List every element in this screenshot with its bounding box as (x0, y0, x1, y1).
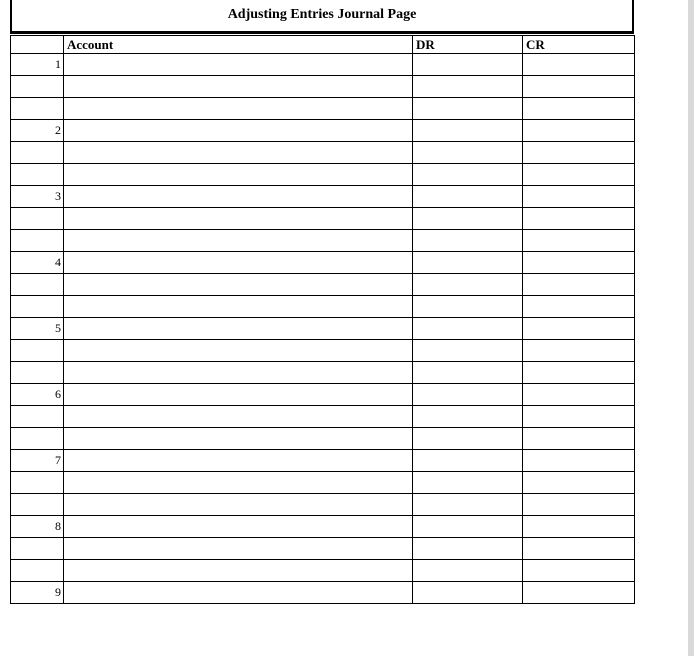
account-cell[interactable] (64, 384, 413, 406)
cr-cell[interactable] (523, 384, 635, 406)
cr-cell[interactable] (523, 252, 635, 274)
cr-cell[interactable] (523, 560, 635, 582)
account-cell[interactable] (64, 54, 413, 76)
cr-cell[interactable] (523, 98, 635, 120)
dr-cell[interactable] (413, 230, 523, 252)
table-row (11, 142, 635, 164)
table-row (11, 164, 635, 186)
account-cell[interactable] (64, 582, 413, 604)
cr-cell[interactable] (523, 54, 635, 76)
entry-number-cell: 6 (11, 384, 64, 406)
account-cell[interactable] (64, 208, 413, 230)
table-row (11, 406, 635, 428)
account-cell[interactable] (64, 362, 413, 384)
entry-number-cell: 4 (11, 252, 64, 274)
cr-cell[interactable] (523, 164, 635, 186)
table-row (11, 494, 635, 516)
entry-number-cell (11, 472, 64, 494)
dr-cell[interactable] (413, 384, 523, 406)
entry-number-cell (11, 98, 64, 120)
journal-table (10, 35, 635, 604)
table-row (11, 450, 635, 472)
cr-cell[interactable] (523, 538, 635, 560)
account-cell[interactable] (64, 98, 413, 120)
entry-number-cell (11, 76, 64, 98)
entry-number-cell: 8 (11, 516, 64, 538)
account-cell[interactable] (64, 406, 413, 428)
account-cell[interactable] (64, 538, 413, 560)
table-row (11, 54, 635, 76)
table-row (11, 98, 635, 120)
dr-cell[interactable] (413, 252, 523, 274)
dr-cell[interactable] (413, 538, 523, 560)
account-cell[interactable] (64, 296, 413, 318)
entry-number-cell (11, 406, 64, 428)
entry-number-cell: 1 (11, 54, 64, 76)
table-row (11, 384, 635, 406)
account-cell[interactable] (64, 494, 413, 516)
dr-cell[interactable] (413, 406, 523, 428)
entry-number-cell (11, 296, 64, 318)
title-box (10, 0, 634, 34)
cr-cell[interactable] (523, 516, 635, 538)
account-cell[interactable] (64, 516, 413, 538)
table-row (11, 120, 635, 142)
dr-cell[interactable] (413, 450, 523, 472)
entry-number-cell (11, 230, 64, 252)
dr-cell[interactable] (413, 494, 523, 516)
cr-cell[interactable] (523, 142, 635, 164)
entry-number-cell (11, 274, 64, 296)
cr-cell[interactable] (523, 318, 635, 340)
account-column-header: Account (64, 36, 413, 54)
table-row (11, 340, 635, 362)
cr-cell[interactable] (523, 186, 635, 208)
cr-cell[interactable] (523, 120, 635, 142)
cr-cell[interactable] (523, 340, 635, 362)
table-row (11, 296, 635, 318)
table-row (11, 318, 635, 340)
cr-cell[interactable] (523, 274, 635, 296)
table-row (11, 516, 635, 538)
page-edge (688, 0, 694, 656)
table-row (11, 582, 635, 604)
cr-cell[interactable] (523, 296, 635, 318)
dr-cell[interactable] (413, 208, 523, 230)
account-cell[interactable] (64, 186, 413, 208)
dr-cell[interactable] (413, 428, 523, 450)
cr-cell[interactable] (523, 494, 635, 516)
table-row (11, 428, 635, 450)
dr-cell[interactable] (413, 472, 523, 494)
entry-number-cell (11, 142, 64, 164)
cr-cell[interactable] (523, 230, 635, 252)
entry-number-cell: 3 (11, 186, 64, 208)
dr-cell[interactable] (413, 582, 523, 604)
dr-cell[interactable] (413, 560, 523, 582)
cr-cell[interactable] (523, 76, 635, 98)
table-row (11, 538, 635, 560)
table-row (11, 186, 635, 208)
account-cell[interactable] (64, 340, 413, 362)
page-title: Adjusting Entries Journal Page (227, 7, 417, 22)
entry-number-cell: 5 (11, 318, 64, 340)
table-row (11, 252, 635, 274)
table-row (11, 76, 635, 98)
account-cell[interactable] (64, 142, 413, 164)
dr-cell[interactable] (413, 340, 523, 362)
table-row (11, 208, 635, 230)
account-cell[interactable] (64, 560, 413, 582)
account-cell[interactable] (64, 450, 413, 472)
account-cell[interactable] (64, 164, 413, 186)
entry-number-cell (11, 428, 64, 450)
entry-number-cell (11, 560, 64, 582)
table-row (11, 230, 635, 252)
entry-number-cell: 9 (11, 582, 64, 604)
dr-cell[interactable] (413, 362, 523, 384)
table-row (11, 274, 635, 296)
dr-cell[interactable] (413, 164, 523, 186)
dr-cell[interactable] (413, 120, 523, 142)
cr-cell[interactable] (523, 428, 635, 450)
account-cell[interactable] (64, 472, 413, 494)
account-cell[interactable] (64, 428, 413, 450)
account-cell[interactable] (64, 120, 413, 142)
header-row (11, 36, 635, 54)
cr-cell[interactable] (523, 362, 635, 384)
entry-number-cell (11, 164, 64, 186)
dr-cell[interactable] (413, 296, 523, 318)
account-cell[interactable] (64, 230, 413, 252)
cr-cell[interactable] (523, 582, 635, 604)
dr-cell[interactable] (413, 98, 523, 120)
account-cell[interactable] (64, 318, 413, 340)
table-row (11, 362, 635, 384)
entry-number-cell: 2 (11, 120, 64, 142)
dr-cell[interactable] (413, 142, 523, 164)
dr-cell[interactable] (413, 516, 523, 538)
cr-cell[interactable] (523, 450, 635, 472)
account-cell[interactable] (64, 252, 413, 274)
number-column-header (11, 36, 64, 54)
cr-cell[interactable] (523, 472, 635, 494)
dr-cell[interactable] (413, 76, 523, 98)
table-row (11, 560, 635, 582)
journal-body (11, 54, 635, 604)
dr-cell[interactable] (413, 318, 523, 340)
entry-number-cell (11, 494, 64, 516)
entry-number-cell (11, 538, 64, 560)
entry-number-cell (11, 362, 64, 384)
table-row (11, 472, 635, 494)
account-cell[interactable] (64, 76, 413, 98)
dr-column-header: DR (413, 36, 523, 54)
cr-cell[interactable] (523, 406, 635, 428)
cr-cell[interactable] (523, 208, 635, 230)
entry-number-cell (11, 340, 64, 362)
entry-number-cell (11, 208, 64, 230)
dr-cell[interactable] (413, 54, 523, 76)
entry-number-cell: 7 (11, 450, 64, 472)
dr-cell[interactable] (413, 274, 523, 296)
dr-cell[interactable] (413, 186, 523, 208)
cr-column-header: CR (523, 36, 635, 54)
account-cell[interactable] (64, 274, 413, 296)
